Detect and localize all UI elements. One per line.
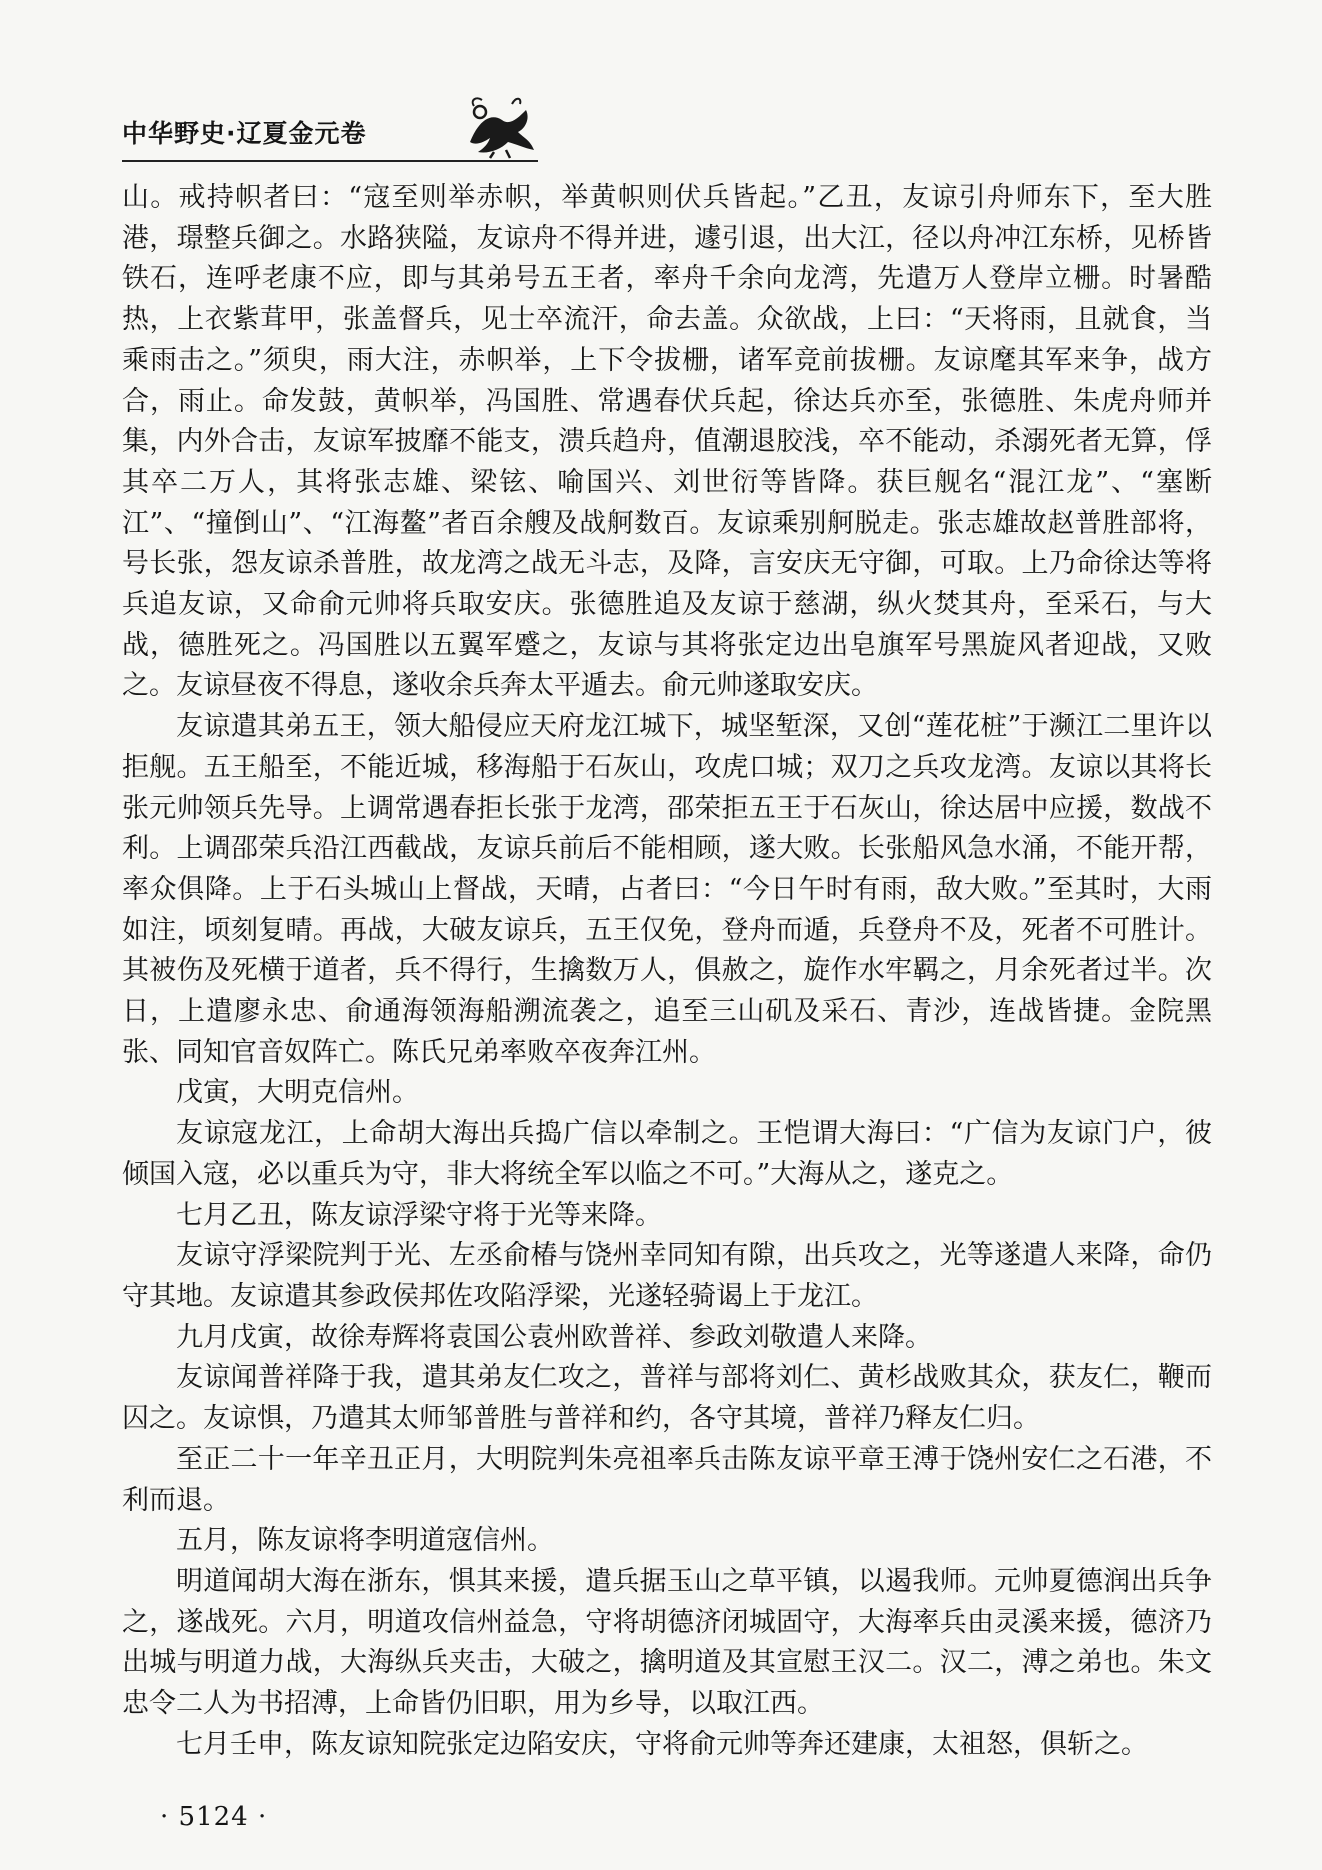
paragraph: 九月戊寅，故徐寿辉将袁国公袁州欧普祥、参政刘敬遣人来降。 (176, 1321, 932, 1353)
paragraph: 友谅遣其弟五王，领大船侵应天府龙江城下，城坚堑深，又创“莲花桩”于濒江二里许以拒舰。五王船至，不能近城，移海船于石灰山，攻虎口城；双刀之兵攻龙湾。友谅以其将长张元帅领兵先导。上调常遇春拒长张于龙湾，邵荣拒五王于石灰山，徐达居中应援，数战不利。上调邵荣兵沿江西截战，友谅兵前后不能相顾，遂大败。长张船风急水涌，不能开帮，率众俱降。上于石头城山上督战，天晴，占者曰：“今日午时有雨，敌大败。”至其时，大雨如注，顷刻复晴。再战，大破友谅兵，五王仅免，登舟而遁，兵登舟不及，死者不可胜计。其被伤及死横于道者，兵不得行，生擒数万人，俱赦之，旋作水牢羁之，月余死者过半。次日，上遣廖永忠、俞通海领海船溯流袭之，追至三山矶及采石、青沙，连战皆捷。金院黑张、同知官音奴阵亡。陈氏兄弟率败卒夜奔江州。 (122, 711, 1212, 1068)
header-rule (122, 160, 538, 162)
paragraph: 七月乙丑，陈友谅浮梁守将于光等来降。 (176, 1199, 662, 1231)
paragraph: 五月，陈友谅将李明道寇信州。 (176, 1525, 554, 1557)
paragraph: 友谅闻普祥降于我，遣其弟友仁攻之，普祥与部将刘仁、黄杉战败其众，获友仁，鞭而囚之。友谅惧，乃遣其太师邹普胜与普祥和约，各守其境，普祥乃释友仁归。 (122, 1362, 1212, 1435)
paragraph: 友谅寇龙江，上命胡大海出兵捣广信以牵制之。王恺谓大海曰：“广信为友谅门户，彼倾国入寇，必以重兵为守，非大将统全军以临之不可。”大海从之，遂克之。 (122, 1118, 1212, 1190)
header-title: 中华野史·辽夏金元卷 (122, 119, 367, 148)
paragraph: 明道闻胡大海在浙东，惧其来援，遣兵据玉山之草平镇，以遏我师。元帅夏德润出兵争之，遂战死。六月，明道攻信州益急，守将胡德济闭城固守，大海率兵由灵溪来援，德济乃出城与明道力战，大海纵兵夹击，大破之，擒明道及其宣慰王汉二。汉二，溥之弟也。朱文忠令二人为书招溥，上命皆仍旧职，用为乡导，以取江西。 (122, 1565, 1212, 1720)
paragraph: 友谅守浮梁院判于光、左丞俞椿与饶州幸同知有隙，出兵攻之，光等遂遣人来降，命仍守其地。友谅遣其参政侯邦佐攻陷浮梁，光遂轻骑谒上于龙江。 (122, 1240, 1212, 1312)
page-number: · 5124 · (160, 1802, 268, 1832)
body-text (122, 178, 1212, 1765)
paragraph: 戊寅，大明克信州。 (176, 1077, 419, 1109)
paragraph: 七月壬申，陈友谅知院张定边陷安庆，守将俞元帅等奔还建康，太祖怒，俱斩之。 (176, 1728, 1148, 1760)
paragraph: 山。戒持帜者曰：“寇至则举赤帜，举黄帜则伏兵皆起。”乙丑，友谅引舟师东下，至大胜港，璟整兵御之。水路狭隘，友谅舟不得并进，遽引退，出大江，径以舟冲江东桥，见桥皆铁石，连呼老康不应，即与其弟号五王者，率舟千余向龙湾，先遣万人登岸立栅。时暑酷热，上衣紫茸甲，张盖督兵，见士卒流汗，命去盖。众欲战，上曰：“天将雨，且就食，当乘雨击之。”须臾，雨大注，赤帜举，上下令拔栅，诸军竞前拔栅。友谅麾其军来争，战方合，雨止。命发鼓，黄帜举，冯国胜、常遇春伏兵起，徐达兵亦至，张德胜、朱虎舟师并集，内外合击，友谅军披靡不能支，溃兵趋舟，值潮退胶浅，卒不能动，杀溺死者无算，俘其卒二万人，其将张志雄、梁铉、喻国兴、刘世衍等皆降。获巨舰名“混江龙”、“塞断江”、“撞倒山”、“江海鳌”者百余艘及战舸数百。友谅乘别舸脱走。张志雄故赵普胜部将，号长张，怨友谅杀普胜，故龙湾之战无斗志，及降，言安庆无守御，可取。上乃命徐达等将兵追友谅，又命俞元帅将兵取安庆。张德胜追及友谅于慈湖，纵火焚其舟，至采石，与大战，德胜死之。冯国胜以五翼军蹙之，友谅与其将张定边出皂旗军号黑旋风者迎战，又败之。友谅昼夜不得息，遂收余兵奔太平遁去。俞元帅遂取安庆。 (122, 182, 1212, 702)
dragon-emblem-icon (460, 92, 540, 160)
running-header (122, 92, 1322, 164)
paragraph: 至正二十一年辛丑正月，大明院判朱亮祖率兵击陈友谅平章王溥于饶州安仁之石港，不利而退。 (122, 1443, 1212, 1516)
